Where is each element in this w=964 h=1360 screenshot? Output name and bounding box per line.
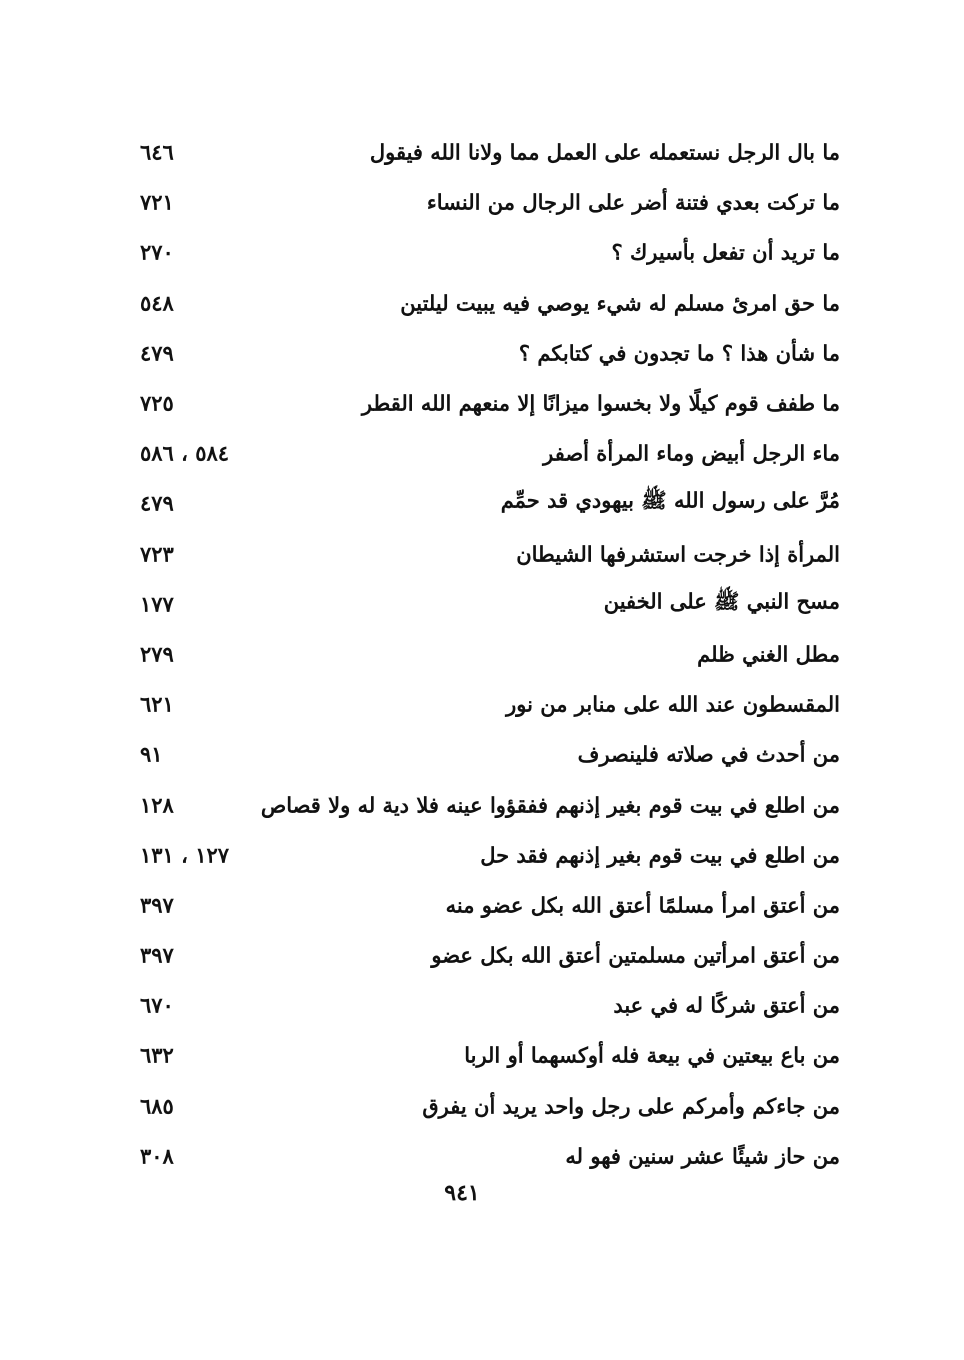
entry-page-refs: ٩١ [140, 741, 163, 767]
entry-text: مسح النبي ﷺ على الخفين [603, 588, 840, 614]
entry-page-refs: ٧٢٣ [140, 541, 174, 567]
entry-page-refs: ٧٢٥ [140, 390, 174, 416]
entry-text: من أعتق امرأتين مسلمتين أعتق الله بكل عضو [431, 942, 840, 968]
index-entry [120, 478, 840, 528]
index-entry [120, 177, 840, 227]
entry-text: من أعتق امرأ مسلمًا أعتق الله بكل عضو منه [445, 892, 840, 918]
entry-text: ما تركت بعدي فتنة أضر على الرجال من النساء [426, 189, 840, 215]
index-entry [120, 227, 840, 277]
entry-text: ما تريد أن تفعل بأسيرك ؟ [611, 239, 840, 265]
entry-text: ماء الرجل أبيض وماء المرأة أصفر [543, 440, 840, 466]
entry-text: من أعتق شركًا له في عبد [613, 992, 840, 1018]
index-entry [120, 1131, 840, 1181]
index-entry [120, 328, 840, 378]
entry-page-refs: ١٧٧ [140, 591, 174, 617]
index-entry [120, 930, 840, 980]
index-entry [120, 779, 840, 829]
entry-text: من أحدث في صلاته فلينصرف [577, 741, 840, 767]
entry-page-refs: ٦٧٠ [140, 992, 174, 1018]
index-entry [120, 629, 840, 679]
entry-text: المرأة إذا خرجت استشرفها الشيطان [516, 541, 840, 567]
index-entry [120, 378, 840, 428]
page-number: ٩٤١ [444, 1180, 480, 1206]
index-entry [120, 729, 840, 779]
entry-page-refs: ٥٤٨ [140, 290, 174, 316]
entry-text: من اطلع في بيت قوم بغير إذنهم فقد حل [480, 842, 840, 868]
hadith-index-list [120, 127, 840, 1181]
index-entry [120, 880, 840, 930]
entry-text: مطل الغني ظلم [697, 641, 840, 667]
entry-text: من حاز شيئًا عشر سنين فهو له [565, 1143, 840, 1169]
entry-page-refs: ٣٩٧ [140, 892, 174, 918]
entry-page-refs: ١٢٧ ، ١٣١ [140, 842, 230, 868]
entry-text: المقسطون عند الله على منابر من نور [506, 691, 840, 717]
entry-page-refs: ٣٠٨ [140, 1143, 174, 1169]
entry-text: ما شأن هذا ؟ ما تجدون في كتابكم ؟ [518, 340, 840, 366]
index-entry [120, 579, 840, 629]
entry-page-refs: ٦٢١ [140, 691, 174, 717]
entry-page-refs: ٤٧٩ [140, 340, 174, 366]
index-entry [120, 127, 840, 177]
index-entry [120, 980, 840, 1030]
entry-page-refs: ٧٢١ [140, 189, 174, 215]
entry-text: ما حق امرئ مسلم له شيء يوصي فيه يبيت ليلتين [400, 290, 840, 316]
index-entry [120, 679, 840, 729]
entry-page-refs: ١٢٨ [140, 792, 174, 818]
entry-text: من جاءكم وأمركم على رجل واحد يريد أن يفرق [422, 1093, 840, 1119]
index-entry [120, 1030, 840, 1080]
index-entry [120, 529, 840, 579]
entry-page-refs: ٣٩٧ [140, 942, 174, 968]
entry-text: من باع بيعتين في بيعة فله أوكسهما أو الربا [464, 1042, 840, 1068]
index-entry [120, 428, 840, 478]
entry-page-refs: ٦٣٢ [140, 1042, 174, 1068]
index-entry [120, 1081, 840, 1131]
entry-text: مُرَّ على رسول الله ﷺ بيهودي قد حمِّم [500, 487, 840, 513]
entry-text: من اطلع في بيت قوم بغير إذنهم ففقؤوا عينه فلا دية له ولا قصاص [260, 792, 840, 818]
index-entry [120, 830, 840, 880]
entry-page-refs: ٤٧٩ [140, 490, 174, 516]
index-entry [120, 278, 840, 328]
entry-page-refs: ٢٧٩ [140, 641, 174, 667]
entry-page-refs: ٦٨٥ [140, 1093, 174, 1119]
entry-page-refs: ٦٤٦ [140, 139, 174, 165]
entry-text: ما بال الرجل نستعمله على العمل مما ولانا الله فيقول [369, 139, 840, 165]
entry-page-refs: ٥٨٤ ، ٥٨٦ [140, 440, 230, 466]
entry-page-refs: ٢٧٠ [140, 239, 174, 265]
entry-text: ما طفف قوم كيلًا ولا بخسوا ميزانًا إلا منعهم الله القطر [361, 390, 840, 416]
